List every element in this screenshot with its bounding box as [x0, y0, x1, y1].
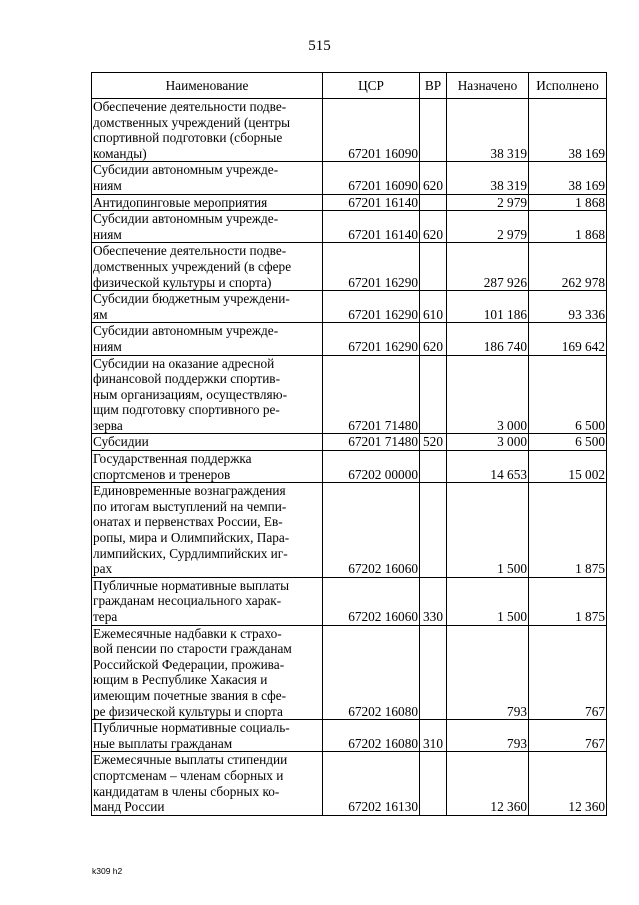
row-name-line: ные выплаты гражданам: [93, 735, 233, 751]
row-name-line: Российской Федерации, прожива-: [93, 656, 285, 672]
budget-table: [91, 72, 607, 816]
row-vr: 520: [420, 434, 447, 451]
row-csr: 67202 16060: [323, 577, 420, 625]
row-csr: 67202 16080: [323, 625, 420, 720]
row-executed: 169 642: [529, 323, 607, 355]
row-executed: 6 500: [529, 355, 607, 434]
row-vr: 620: [420, 323, 447, 355]
table-row: [92, 577, 607, 625]
row-name-line: ным организациям, осуществляю-: [93, 386, 287, 402]
table-row: [92, 434, 607, 451]
table-header-row: [92, 73, 607, 99]
table-row: [92, 323, 607, 355]
row-name-line: рах: [93, 561, 113, 577]
row-name-line: ниям: [93, 338, 122, 354]
row-name: [92, 625, 323, 720]
row-executed: 1 868: [529, 194, 607, 211]
row-assigned: 3 000: [447, 355, 529, 434]
row-vr: 330: [420, 577, 447, 625]
row-name-line: Государственная поддержка: [93, 451, 252, 467]
row-assigned: 1 500: [447, 483, 529, 578]
row-csr: 67202 16060: [323, 483, 420, 578]
row-name-line: Обеспечение деятельности подве-: [93, 243, 287, 259]
row-csr: 67202 16130: [323, 752, 420, 815]
row-name-line: Субсидии автономным учрежде-: [93, 323, 279, 339]
row-name-line: Субсидии: [93, 434, 149, 450]
row-name-line: Ежемесячные надбавки к страхо-: [93, 625, 282, 641]
row-name: [92, 752, 323, 815]
row-name: [92, 577, 323, 625]
table-row: [92, 211, 607, 243]
row-name-line: Публичные нормативные социаль-: [93, 720, 290, 736]
row-assigned: 12 360: [447, 752, 529, 815]
row-name-line: онатах и первенствах России, Ев-: [93, 514, 283, 530]
row-executed: 1 875: [529, 483, 607, 578]
row-name-line: по итогам выступлений на чемпи-: [93, 498, 287, 514]
row-csr: 67201 16090: [323, 162, 420, 194]
row-executed: 15 002: [529, 451, 607, 483]
row-name-line: физической культуры и спорта): [93, 274, 272, 290]
row-name-line: спортсменов и тренеров: [93, 466, 231, 482]
row-name: [92, 291, 323, 323]
row-assigned: 287 926: [447, 243, 529, 291]
table-row: [92, 355, 607, 434]
row-assigned: 2 979: [447, 211, 529, 243]
table-row: [92, 99, 607, 162]
row-csr: 67201 16290: [323, 323, 420, 355]
header-assigned: Назначено: [447, 73, 529, 99]
row-name-line: ропы, мира и Олимпийских, Пара-: [93, 530, 290, 546]
row-name-line: имеющим почетные звания в сфе-: [93, 687, 287, 703]
row-assigned: 38 319: [447, 99, 529, 162]
row-name-line: Субсидии на оказание адресной: [93, 355, 275, 371]
table-row: [92, 483, 607, 578]
row-assigned: 3 000: [447, 434, 529, 451]
row-csr: 67201 16140: [323, 211, 420, 243]
row-csr: 67201 16290: [323, 291, 420, 323]
row-executed: 1 868: [529, 211, 607, 243]
row-name-line: Антидопинговые мероприятия: [93, 194, 268, 210]
row-vr: [420, 194, 447, 211]
row-vr: [420, 99, 447, 162]
row-name-line: Субсидии автономным учрежде-: [93, 162, 279, 178]
row-name-line: щим подготовку спортивного ре-: [93, 402, 280, 418]
row-csr: 67201 16290: [323, 243, 420, 291]
row-executed: 1 875: [529, 577, 607, 625]
row-name: [92, 211, 323, 243]
row-name-line: Единовременные вознаграждения: [93, 483, 286, 499]
row-csr: 67202 00000: [323, 451, 420, 483]
row-name: [92, 243, 323, 291]
header-executed: Исполнено: [529, 73, 607, 99]
row-name-line: ре физической культуры и спорта: [93, 703, 283, 719]
table-row: [92, 194, 607, 211]
table-row: [92, 625, 607, 720]
row-vr: 310: [420, 720, 447, 752]
row-vr: [420, 355, 447, 434]
row-name: [92, 483, 323, 578]
row-vr: 620: [420, 211, 447, 243]
row-name-line: спортивной подготовки (сборные: [93, 130, 283, 146]
row-csr: 67201 16090: [323, 99, 420, 162]
row-name-line: команды): [93, 145, 147, 161]
row-name-line: Субсидии бюджетным учреждени-: [93, 291, 290, 307]
row-executed: 767: [529, 625, 607, 720]
row-name: [92, 323, 323, 355]
row-assigned: 101 186: [447, 291, 529, 323]
row-assigned: 14 653: [447, 451, 529, 483]
table-row: [92, 162, 607, 194]
row-name-line: тера: [93, 609, 118, 624]
row-csr: 67201 16140: [323, 194, 420, 211]
row-name-line: манд России: [93, 799, 165, 815]
row-name-line: вой пенсии по старости гражданам: [93, 641, 292, 657]
row-name: [92, 194, 323, 211]
row-executed: 38 169: [529, 99, 607, 162]
table-body: [92, 99, 607, 816]
row-csr: 67201 71480: [323, 434, 420, 451]
document-code: k309 h2: [92, 866, 123, 876]
row-name-line: зерва: [93, 417, 123, 433]
row-name-line: кандидатам в члены сборных ко-: [93, 783, 280, 799]
row-name-line: ям: [93, 306, 108, 322]
row-name: [92, 355, 323, 434]
table-row: [92, 752, 607, 815]
row-name-line: ниям: [93, 226, 122, 242]
row-assigned: 38 319: [447, 162, 529, 194]
row-assigned: 793: [447, 720, 529, 752]
row-vr: [420, 625, 447, 720]
table-row: [92, 720, 607, 752]
row-executed: 767: [529, 720, 607, 752]
row-executed: 6 500: [529, 434, 607, 451]
row-assigned: 793: [447, 625, 529, 720]
row-executed: 262 978: [529, 243, 607, 291]
row-name: [92, 162, 323, 194]
table-row: [92, 291, 607, 323]
row-name-line: Ежемесячные выплаты стипендии: [93, 752, 288, 768]
row-name-line: финансовой поддержки спортив-: [93, 371, 281, 387]
row-name-line: Обеспечение деятельности подве-: [93, 99, 287, 114]
row-name-line: ниям: [93, 177, 122, 193]
row-name: [92, 99, 323, 162]
header-vr: ВР: [420, 73, 447, 99]
page-number: 515: [308, 38, 331, 54]
row-vr: [420, 451, 447, 483]
table-row: [92, 451, 607, 483]
row-name-line: лимпийских, Сурдлимпийских иг-: [93, 545, 288, 561]
row-csr: 67201 71480: [323, 355, 420, 434]
row-executed: 38 169: [529, 162, 607, 194]
header-csr: ЦСР: [323, 73, 420, 99]
row-vr: [420, 752, 447, 815]
row-executed: 12 360: [529, 752, 607, 815]
row-name-line: ющим в Республике Хакасия и: [93, 672, 268, 688]
row-name: [92, 434, 323, 451]
row-name-line: домственных учреждений (центры: [93, 114, 291, 130]
row-assigned: 2 979: [447, 194, 529, 211]
row-name-line: Субсидии автономным учрежде-: [93, 211, 279, 227]
row-vr: [420, 483, 447, 578]
row-name-line: домственных учреждений (в сфере: [93, 258, 292, 274]
row-assigned: 1 500: [447, 577, 529, 625]
row-assigned: 186 740: [447, 323, 529, 355]
row-name: [92, 720, 323, 752]
row-vr: 610: [420, 291, 447, 323]
table-row: [92, 243, 607, 291]
row-executed: 93 336: [529, 291, 607, 323]
row-name-line: Публичные нормативные выплаты: [93, 577, 290, 593]
header-name: Наименование: [92, 73, 323, 99]
row-vr: 620: [420, 162, 447, 194]
row-name-line: гражданам несоциального харак-: [93, 593, 282, 609]
row-csr: 67202 16080: [323, 720, 420, 752]
row-name: [92, 451, 323, 483]
row-name-line: спортсменам – членам сборных и: [93, 767, 284, 783]
row-vr: [420, 243, 447, 291]
